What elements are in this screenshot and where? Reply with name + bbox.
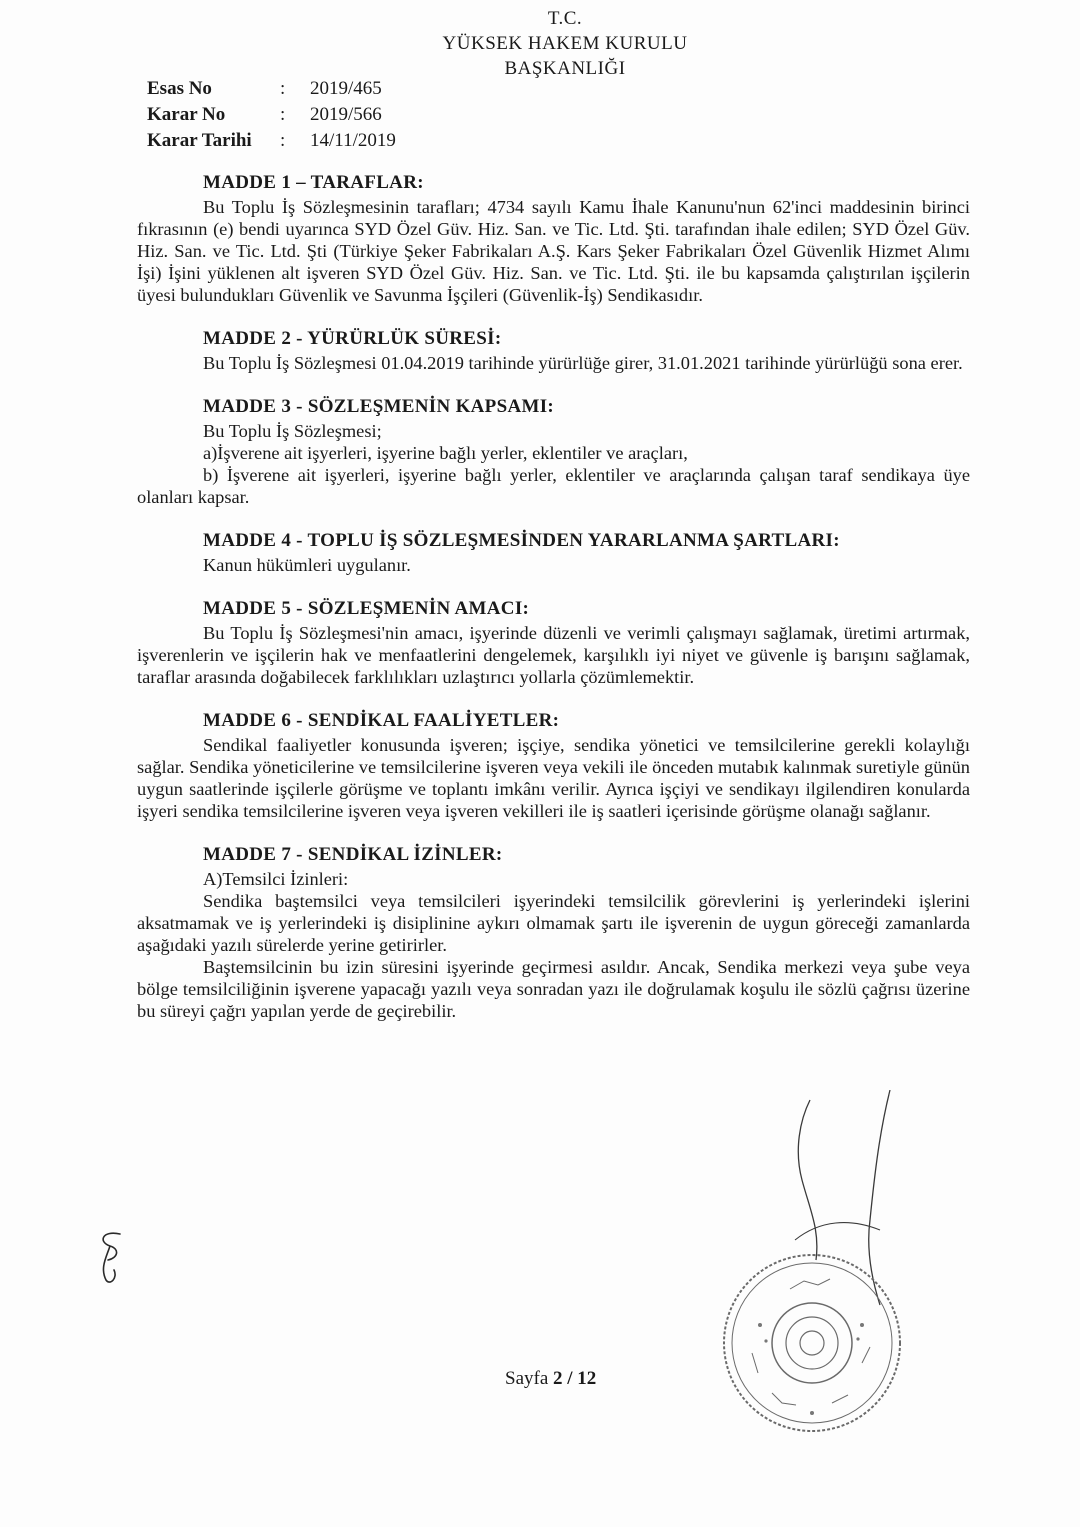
article-7 <box>137 844 970 1022</box>
meta-separator: : <box>280 104 286 125</box>
meta-label: Esas No <box>147 78 212 99</box>
page-number-prefix: Sayfa <box>505 1368 554 1389</box>
meta-label: Karar Tarihi <box>147 130 252 151</box>
article-6 <box>137 710 970 822</box>
article-paragraph: Sendikal faaliyetler konusunda işveren; işçiye, sendika yönetici ve temsilcilerine gerekli kolaylığı sağlar. Sendika yöneticilerine ve temsilcilerine işveren veya vekili ile önceden mutabık kalınmak suretiyle günün uygun saatlerinde işçilerle görüşme ve toplantı imkânı verilir. Ayrıca işçiyi ve sendikayı ilgilendiren konularda işyeri sendika temsilcilerine işveren veya işveren vekilleri ile iş saatleri içerisinde görüşme olanağı sağlanır. <box>137 735 970 821</box>
meta-row-karar <box>147 102 396 128</box>
article-title: MADDE 2 - YÜRÜRLÜK SÜRESİ: <box>203 328 502 349</box>
article-line: A)Temsilci İzinleri: <box>203 869 349 889</box>
article-title: MADDE 6 - SENDİKAL FAALİYETLER: <box>203 710 560 731</box>
document-body <box>137 172 970 1044</box>
article-paragraph: b) İşverene ait işyerleri, işyerine bağlı yerler, eklentiler ve araçlarında çalışan taraf sendikaya üye olanları kapsar. <box>137 465 970 507</box>
header-office: BAŞKANLIĞI <box>504 58 626 79</box>
article-title: MADDE 5 - SÖZLEŞMENİN AMACI: <box>203 598 530 619</box>
article-line: Bu Toplu İş Sözleşmesi; <box>203 421 382 441</box>
header-institution: YÜKSEK HAKEM KURULU <box>442 33 688 54</box>
case-metadata <box>147 76 396 154</box>
meta-row-tarih <box>147 128 396 154</box>
article-1 <box>137 172 970 306</box>
header-country: T.C. <box>547 8 583 29</box>
meta-separator: : <box>280 130 286 151</box>
article-title: MADDE 7 - SENDİKAL İZİNLER: <box>203 844 503 865</box>
article-title: MADDE 4 - TOPLU İŞ SÖZLEŞMESİNDEN YARARLANMA ŞARTLARI: <box>203 530 840 551</box>
article-paragraph: Bu Toplu İş Sözleşmesi 01.04.2019 tarihinde yürürlüğe girer, 31.01.2021 tarihinde yürürlüğü sona erer. <box>203 353 963 373</box>
article-line: Kanun hükümleri uygulanır. <box>203 555 411 575</box>
meta-label: Karar No <box>147 104 226 125</box>
article-paragraph: Bu Toplu İş Sözleşmesinin tarafları; 4734 sayılı Kamu İhale Kanunu'nun 62'inci maddesinin birinci fıkrasının (e) bendi uyarınca SYD Özel Güv. Hiz. San. ve Tic. Ltd. Şti. tarafından ihale edilen; SYD Özel Güv. Hiz. San. ve Tic. Ltd. Şti (Türkiye Şeker Fabrikaları A.Ş. Kars Şeker Fabrikaları Özel Güvenlik Hizmet Alımı İşi) İşini yüklenen alt işveren SYD Özel Güv. Hiz. San. ve Tic. Ltd. Şti. ile bu kapsamda çalıştırılan işçilerin üyesi bulundukları Güvenlik ve Savunma İşçileri (Güvenlik-İş) Sendikasıdır. <box>137 197 970 305</box>
article-title: MADDE 1 – TARAFLAR: <box>203 172 424 193</box>
meta-value: 2019/465 <box>310 78 382 99</box>
meta-separator: : <box>280 78 286 99</box>
article-line: a)İşverene ait işyerleri, işyerine bağlı yerler, eklentiler ve araçları, <box>203 443 688 463</box>
article-paragraph: Sendika baştemsilci veya temsilcileri işyerindeki temsilcilik görevlerini iş yerlerindeki işlerini aksatmamak ve iş yerlerindeki iş disiplinine aykırı olmamak şartı ile işverenin de uygun göreceği zamanlarda aşağıdaki yazılı sürelerde yerine getirirler. <box>137 891 970 955</box>
article-paragraph: Bu Toplu İş Sözleşmesi'nin amacı, işyerinde düzenli ve verimli çalışmayı sağlamak, üretimi artırmak, işverenlerin ve işçilerin hak ve menfaatlerini dengelemek, karşılıklı iyi niyet ve güvenle iş barışını sağlamak, taraflar arasında doğabilecek farklılıkları uzlaştırıcı yollarla çözümlemektir. <box>137 623 970 687</box>
meta-value: 2019/566 <box>310 104 382 125</box>
article-4 <box>137 530 970 576</box>
official-stamp-icon <box>712 1243 912 1443</box>
article-paragraph: Baştemsilcinin bu izin süresini işyerinde geçirmesi asıldır. Ancak, Sendika merkezi veya şube veya bölge temsilciliğinin işverene yapacağı yazılı veya sonradan yazı ile doğrulamak koşulu ile sözlü çağrısı üzerine bu süreyi çağrı yapılan yerde de geçirebilir. <box>137 957 970 1021</box>
handwritten-initial-icon <box>92 1228 132 1288</box>
meta-row-esas <box>147 76 396 102</box>
page-number <box>505 1368 596 1390</box>
article-5 <box>137 598 970 688</box>
article-3 <box>137 396 970 508</box>
article-title: MADDE 3 - SÖZLEŞMENİN KAPSAMI: <box>203 396 555 417</box>
document-header <box>400 6 730 81</box>
page-number-value: 2 / 12 <box>553 1368 597 1389</box>
meta-value: 14/11/2019 <box>310 130 396 151</box>
article-2 <box>137 328 970 374</box>
